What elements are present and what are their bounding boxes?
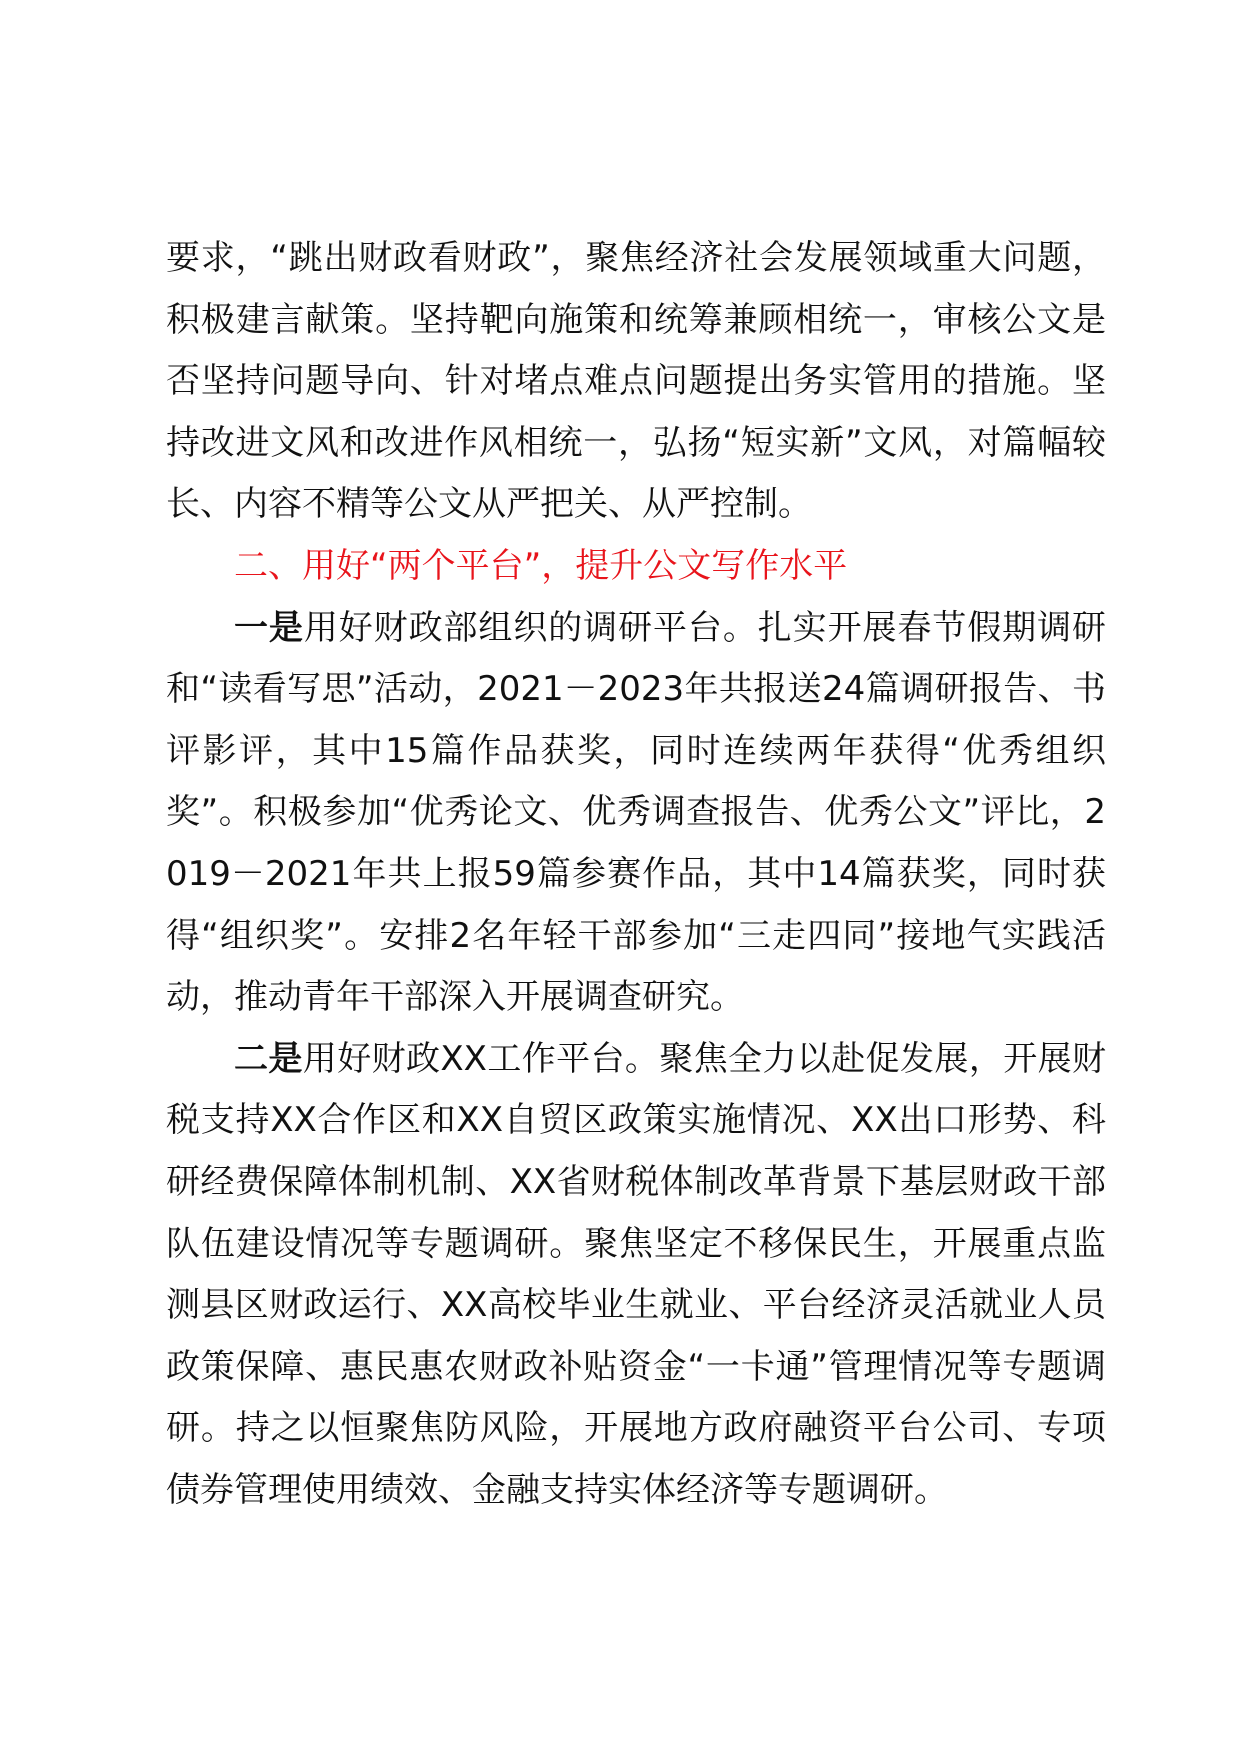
document-body — [166, 228, 1106, 1521]
paragraph-text: 用好财政XX工作平台。聚焦全力以赴促发展，开展财税支持XX合作区和XX自贸区政策实施情况、XX出口形势、科研经费保障体制机制、XX省财税体制改革背景下基层财政干部队伍建设情况等专题调研。聚焦坚定不移保民生，开展重点监测县区财政运行、XX高校毕业生就业、平台经济灵活就业人员政策保障、惠民惠农财政补贴资金“一卡通”管理情况等专题调研。持之以恒聚焦防风险，开展地方政府融资平台公司、专项债券管理使用绩效、金融支持实体经济等专题调研。 — [166, 1038, 1107, 1510]
paragraph-platform-one — [166, 598, 1106, 1029]
paragraph-continued: 要求，“跳出财政看财政”，聚焦经济社会发展领域重大问题，积极建言献策。坚持靶向施策和统筹兼顾相统一，审核公文是否坚持问题导向、针对堵点难点问题提出务实管用的措施。坚持改进文风和改进作风相统一，弘扬“短实新”文风，对篇幅较长、内容不精等公文从严把关、从严控制。 — [166, 238, 1106, 525]
paragraph-lead: 二是 — [234, 1038, 303, 1079]
paragraph-platform-two — [166, 1029, 1106, 1522]
paragraph-lead: 一是 — [234, 607, 304, 648]
section-heading: 二、用好“两个平台”，提升公文写作水平 — [234, 545, 848, 586]
paragraph-text: 用好财政部组织的调研平台。扎实开展春节假期调研和“读看写思”活动，2021－2023年共报送24篇调研报告、书评影评，其中15篇作品获奖，同时连续两年获得“优秀组织奖”。积极参加“优秀论文、优秀调查报告、优秀公文”评比，2019－2021年共上报59篇参赛作品，其中14篇获奖，同时获得“组织奖”。安排2名年轻干部参加“三走四同”接地气实践活动，推动青年干部深入开展调查研究。 — [166, 607, 1107, 1018]
